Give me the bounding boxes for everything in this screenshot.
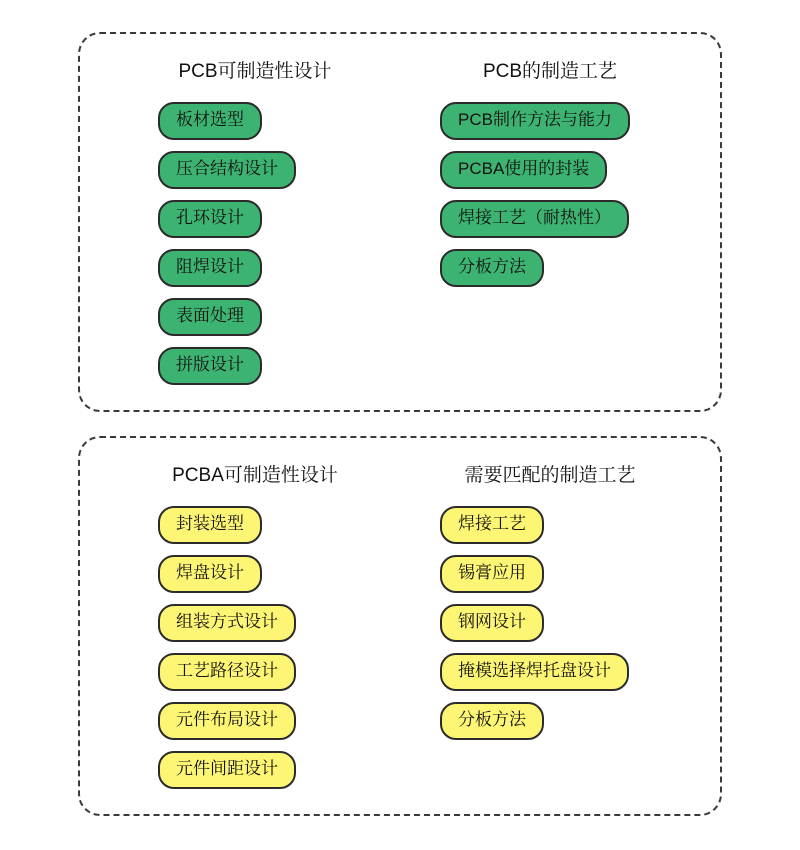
pill-item[interactable]: 拼版设计	[158, 347, 262, 385]
column-title-pcb-process: PCB的制造工艺	[482, 61, 618, 82]
pill-list-pcba-process	[410, 506, 700, 740]
column-pcb-process	[410, 60, 700, 287]
group-pcb	[78, 32, 722, 412]
column-title-pcba-dfm: PCBA可制造性设计	[172, 465, 338, 486]
pill-item[interactable]: 焊盘设计	[158, 555, 262, 593]
column-title-pcb-dfm: PCB可制造性设计	[178, 61, 332, 82]
pill-item[interactable]: 工艺路径设计	[158, 653, 296, 691]
pill-item[interactable]: 组装方式设计	[158, 604, 296, 642]
column-title-pcba-process: 需要匹配的制造工艺	[464, 465, 636, 486]
pill-item[interactable]: 锡膏应用	[440, 555, 544, 593]
pill-item[interactable]: 孔环设计	[158, 200, 262, 238]
pill-item[interactable]: 板材选型	[158, 102, 262, 140]
pill-item[interactable]: 阻焊设计	[158, 249, 262, 287]
column-pcb-dfm	[120, 60, 410, 385]
pill-item[interactable]: PCB制作方法与能力	[440, 102, 630, 140]
group-pcba	[78, 436, 722, 816]
pill-item[interactable]: 分板方法	[440, 702, 544, 740]
column-pcba-process	[410, 464, 700, 740]
pill-item[interactable]: 压合结构设计	[158, 151, 296, 189]
pill-list-pcba-dfm	[120, 506, 410, 789]
pill-list-pcb-process	[410, 102, 700, 287]
pill-item[interactable]: 封装选型	[158, 506, 262, 544]
pill-item[interactable]: 表面处理	[158, 298, 262, 336]
pill-item[interactable]: 焊接工艺（耐热性）	[440, 200, 629, 238]
pill-list-pcb-dfm	[120, 102, 410, 385]
pill-item[interactable]: 掩模选择焊托盘设计	[440, 653, 629, 691]
pill-item[interactable]: 元件布局设计	[158, 702, 296, 740]
pill-item[interactable]: 分板方法	[440, 249, 544, 287]
pill-item[interactable]: 钢网设计	[440, 604, 544, 642]
pill-item[interactable]: 元件间距设计	[158, 751, 296, 789]
pill-item[interactable]: 焊接工艺	[440, 506, 544, 544]
column-pcba-dfm	[120, 464, 410, 789]
pill-item[interactable]: PCBA使用的封装	[440, 151, 607, 189]
